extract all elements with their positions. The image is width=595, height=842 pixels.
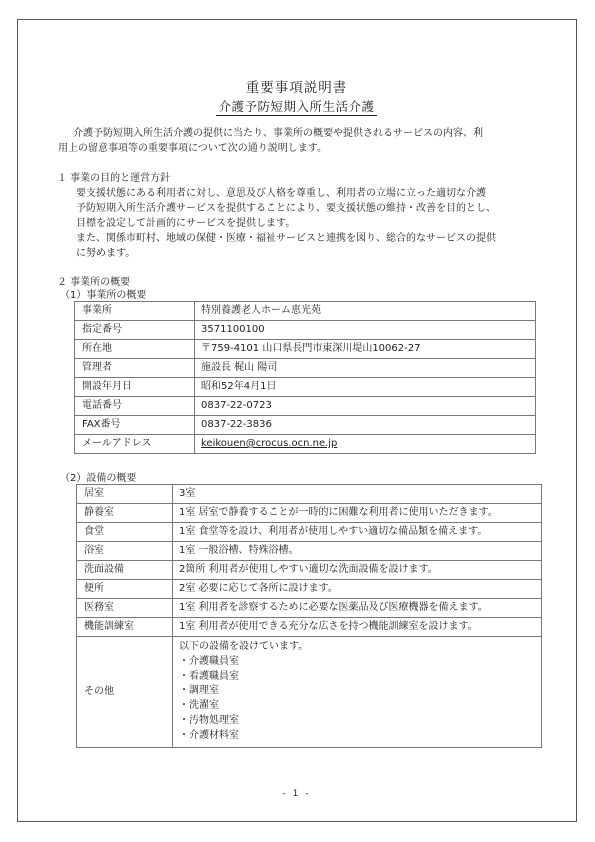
table-row [75,321,536,340]
section2-sub1-heading: （1）事業所の概要 [60,290,147,301]
row-value: 1室 利用者を診察するために必要な医薬品及び医療機器を備えます。 [173,599,542,618]
row-label: 電話番号 [75,397,195,416]
row-label: 食堂 [77,523,173,542]
list-item: ・看護職員室 [179,670,239,682]
row-label: 便所 [77,580,173,599]
section2-sub2-heading: （2）設備の概要 [60,473,137,484]
other-facilities-cell [173,637,542,748]
table-row [75,416,536,435]
other-intro: 以下の設備を設けています。 [179,641,309,652]
section2-heading: ２ 事業所の概要 [57,277,131,288]
list-item: ・洗濯室 [179,700,219,712]
row-value: 1室 一般浴槽、特殊浴槽。 [173,542,542,561]
row-label: 所在地 [75,340,195,359]
page-number: - 1 - [282,789,311,799]
facility-overview-table [76,484,542,748]
row-value: 〒759-4101 山口県長門市東深川堤山10062-27 [195,340,536,359]
table-row [77,637,542,748]
document-subtitle-wrap [0,96,593,115]
row-label: FAX番号 [75,416,195,435]
table-row [75,397,536,416]
table-row [75,302,536,321]
row-label: 機能訓練室 [77,618,173,637]
row-label: 指定番号 [75,321,195,340]
row-label: 浴室 [77,542,173,561]
section1-line-1: 要支援状態にある利用者に対し、意思及び人格を尊重し、利用者の立場に立った適切な介護 [76,188,486,199]
row-label: 洗面設備 [77,561,173,580]
row-label: メールアドレス [75,435,195,454]
table-row [77,561,542,580]
table-row [75,378,536,397]
row-value: 昭和52年4月1日 [195,378,536,397]
document-subtitle: 介護予防短期入所生活介護 [218,99,375,114]
row-value: 2室 必要に応じて各所に設けます。 [173,580,542,599]
table-row [77,618,542,637]
table-row [75,435,536,454]
row-value: 1室 利用者が使用できる充分な広さを持つ機能訓練室を設けます。 [173,618,542,637]
list-item: ・介護職員室 [179,655,239,667]
list-item: ・調理室 [179,685,219,697]
document-title: 重要事項説明書 [245,80,348,96]
table-row [77,542,542,561]
row-label: 医務室 [77,599,173,618]
row-label: 静養室 [77,504,173,523]
row-value: 2箇所 利用者が使用しやすい適切な洗面設備を設けます。 [173,561,542,580]
row-label: 事業所 [75,302,195,321]
table-row [77,485,542,504]
section1-line-4: また、関係市町村、地域の保健・医療・福祉サービスと連携を図り、総合的なサービスの提供 [76,233,496,244]
table-row [75,359,536,378]
table-row [77,599,542,618]
intro-line-2: 用上の留意事項等の重要事項について次の通り説明します。 [58,143,327,154]
list-item: ・介護材料室 [179,729,239,741]
section1-line-2: 予防短期入所生活介護サービスを提供することにより、要支援状態の維持・改善を目的とし、 [76,203,496,214]
table-row [75,340,536,359]
row-value: 3室 [173,485,542,504]
row-value: 1室 居室で静養することが一時的に困難な利用者に使用いただきます。 [173,504,542,523]
row-value: 1室 食堂等を設け、利用者が使用しやすい適切な備品類を備えます。 [173,523,542,542]
row-value: 3571100100 [195,321,536,340]
row-value: 施設長 梶山 陽司 [195,359,536,378]
row-value: 特別養護老人ホーム恵光苑 [195,302,536,321]
list-item: ・汚物処理室 [179,714,239,726]
section1-line-5: に努めます。 [76,248,136,259]
intro-line-1: 介護予防短期入所生活介護の提供に当たり、事業所の概要や提供されるサービスの内容、利 [73,128,483,139]
row-label: 居室 [77,485,173,504]
table-row [77,523,542,542]
row-value: 0837-22-0723 [195,397,536,416]
section1-line-3: 目標を設定して計画的にサービスを提供します。 [76,218,296,229]
table-row [77,504,542,523]
row-label: 管理者 [75,359,195,378]
table-row [77,580,542,599]
row-value: 0837-22-3836 [195,416,536,435]
section1-heading: １ 事業の目的と運営方針 [57,173,171,184]
row-label: 開設年月日 [75,378,195,397]
email-link[interactable]: keikouen@crocus.ocn.ne.jp [195,435,536,454]
row-label: その他 [77,637,173,748]
office-overview-table [74,301,536,454]
